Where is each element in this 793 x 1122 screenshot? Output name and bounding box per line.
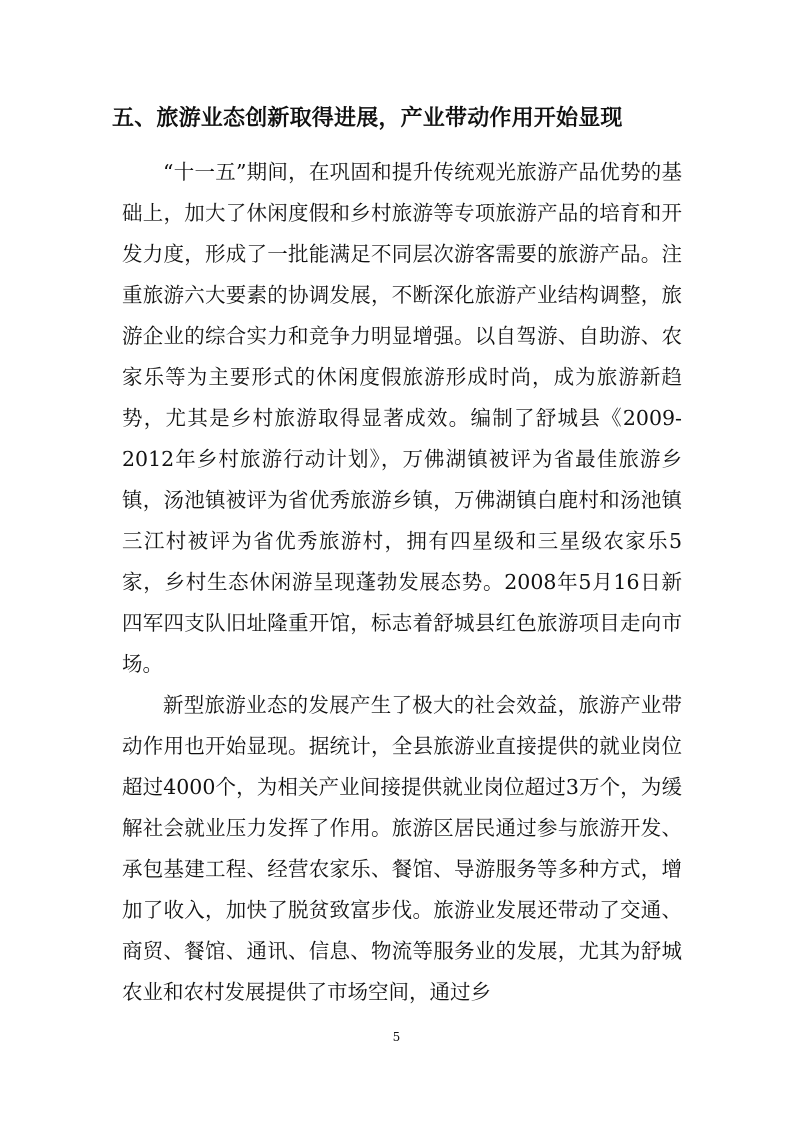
paragraph-1: “十一五”期间，在巩固和提升传统观光旅游产品优势的基础上，加大了休闲度假和乡村旅游等专项旅游产品的培育和开发力度，形成了一批能满足不同层次游客需要的旅游产品。注重旅游六大要素的协调发展，不断深化旅游产业结构调整，旅游企业的综合实力和竞争力明显增强。以自驾游、自助游、农家乐等为主要形式的休闲度假旅游形成时尚，成为旅游新趋势，尤其是乡村旅游取得显著成效。编制了舒城县《2009-2012年乡村旅游行动计划》，万佛湖镇被评为省最佳旅游乡镇，汤池镇被评为省优秀旅游乡镇，万佛湖镇白鹿村和汤池镇三江村被评为省优秀旅游村，拥有四星级和三星级农家乐5家，乡村生态休闲游呈现蓬勃发展态势。2008年5月16日新四军四支队旧址隆重开馆，标志着舒城县红色旅游项目走向市场。	[122, 160, 682, 676]
section-heading: 五、旅游业态创新取得进展，产业带动作用开始显现	[112, 106, 623, 131]
page-number: 5	[392, 1030, 401, 1044]
paragraph-2-container	[122, 685, 682, 1013]
paragraph-1-container	[122, 152, 682, 685]
paragraph-2: 新型旅游业态的发展产生了极大的社会效益，旅游产业带动作用也开始显现。据统计，全县旅游业直接提供的就业岗位超过4000个，为相关产业间接提供就业岗位超过3万个，为缓解社会就业压力发挥了作用。旅游区居民通过参与旅游开发、承包基建工程、经营农家乐、餐馆、导游服务等多种方式，增加了收入，加快了脱贫致富步伐。旅游业发展还带动了交通、商贸、餐馆、通讯、信息、物流等服务业的发展，尤其为舒城农业和农村发展提供了市场空间，通过乡	[122, 693, 682, 1004]
